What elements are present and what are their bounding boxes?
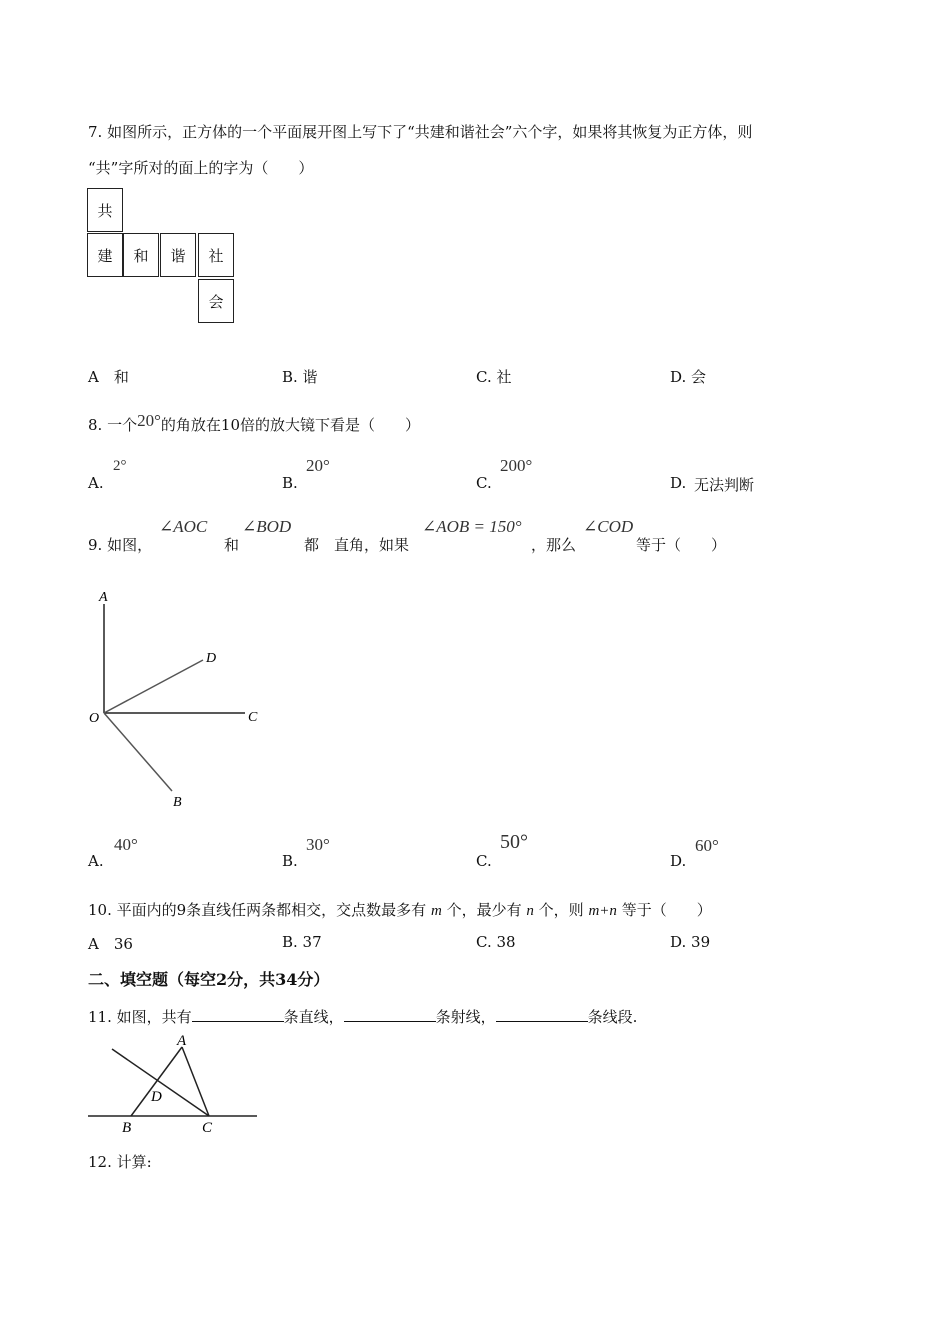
answer-blank-2[interactable] [344, 1007, 436, 1022]
label-d: D [206, 651, 217, 666]
q9-then: ，那么 [531, 536, 577, 554]
label-c: C [248, 710, 258, 725]
q11-stem [88, 1006, 637, 1027]
q8-stem [88, 411, 420, 435]
q9-option-d-value: 60° [695, 836, 719, 855]
q8-angle: 20° [137, 411, 161, 430]
label-c: C [202, 1120, 213, 1136]
q11-s3: 条线段. [587, 1008, 638, 1026]
q7-option-d[interactable]: D. 会 [670, 368, 707, 386]
q7-line1: 7. 如图所示，正方体的一个平面展开图上写下了“共建和谐社会”六个字，如果将其恢复为正方体，则 [88, 123, 753, 141]
q8-prefix: 8. 一个 [88, 416, 138, 434]
q10-m: m [430, 903, 442, 919]
label-b: B [173, 795, 182, 810]
q8-option-d-value: 无法判断 [694, 476, 755, 494]
net-cell-3: 和 [123, 233, 159, 277]
q9-option-c-value: 50° [500, 831, 528, 853]
q8-option-c-value: 200° [500, 456, 533, 475]
segment-ba [131, 1047, 182, 1116]
q7-line2: “共”字所对的面上的字为（ ） [88, 159, 314, 177]
net-cell-4: 谐 [160, 233, 196, 277]
q10-option-b[interactable]: B. 37 [282, 933, 322, 951]
q9-angle-aob: ∠AOB = 150° [422, 517, 522, 536]
net-cell-5: 社 [198, 233, 234, 277]
answer-blank-3[interactable] [496, 1007, 588, 1022]
q9-and: 和 [224, 536, 240, 554]
q8-option-d-label[interactable]: D. [670, 474, 687, 492]
q11-s1: 条直线， [283, 1008, 344, 1026]
segment-ac [182, 1047, 209, 1116]
net-cell-6: 会 [198, 279, 234, 323]
net-cell-1: 共 [87, 188, 123, 232]
q10-part3: 个，则 [538, 901, 584, 919]
label-d: D [151, 1089, 162, 1105]
q10-option-c[interactable]: C. 38 [476, 933, 516, 951]
q11-s2: 条射线， [435, 1008, 496, 1026]
q10-stem [88, 899, 712, 920]
q7-option-b[interactable]: B. 谐 [282, 368, 318, 386]
q12-stem: 12. 计算: [88, 1153, 152, 1171]
ray-ob [104, 713, 172, 791]
label-o: O [89, 711, 100, 726]
label-a: A [99, 590, 108, 605]
q9-option-b-label[interactable]: B. [282, 852, 298, 870]
q9-suffix: 等于（ ） [636, 536, 727, 554]
q10-n: n [526, 903, 534, 919]
q8-option-a-value: 2° [113, 458, 127, 474]
label-b: B [122, 1120, 132, 1136]
q9-option-c-label[interactable]: C. [476, 852, 492, 870]
q8-option-b-label[interactable]: B. [282, 474, 298, 492]
q10-option-a[interactable]: A 36 [88, 935, 133, 953]
q8-option-b-value: 20° [306, 456, 330, 475]
q7-option-a[interactable]: A 和 [88, 368, 129, 386]
q11-prefix: 11. 如图，共有 [88, 1008, 192, 1026]
net-cell-2: 建 [87, 233, 123, 277]
ray-through-d [112, 1049, 209, 1116]
q9-option-a-label[interactable]: A. [88, 852, 104, 870]
q10-part2: 个，最少有 [446, 901, 522, 919]
q9-angle-cod: ∠COD [583, 517, 634, 536]
q9-angle-aoc: ∠AOC [159, 517, 208, 536]
answer-blank-1[interactable] [192, 1007, 284, 1022]
q9-prefix: 9. 如图， [88, 536, 153, 554]
q9-option-b-value: 30° [306, 835, 330, 854]
q9-angle-bod: ∠BOD [242, 517, 292, 536]
q10-part4: 等于（ ） [621, 901, 712, 919]
section-heading-fill-blank: 二、填空题（每空2分，共34分） [88, 970, 330, 989]
q10-part1: 10. 平面内的9条直线任两条都相交，交点数最多有 [88, 901, 427, 919]
q8-option-c-label[interactable]: C. [476, 474, 492, 492]
q10-mn: m+n [588, 903, 617, 919]
q9-mid: 都 直角，如果 [304, 536, 410, 554]
q9-figure [80, 580, 280, 815]
label-a: A [177, 1033, 187, 1049]
q10-option-d[interactable]: D. 39 [670, 933, 711, 951]
q7-option-c[interactable]: C. 社 [476, 368, 512, 386]
q8-option-a-label[interactable]: A. [88, 474, 104, 492]
q11-figure [80, 1030, 270, 1140]
q8-suffix: 的角放在10倍的放大镜下看是（ ） [160, 416, 420, 434]
q9-option-d-label[interactable]: D. [670, 852, 687, 870]
ray-od [104, 660, 203, 713]
q9-option-a-value: 40° [114, 835, 138, 854]
